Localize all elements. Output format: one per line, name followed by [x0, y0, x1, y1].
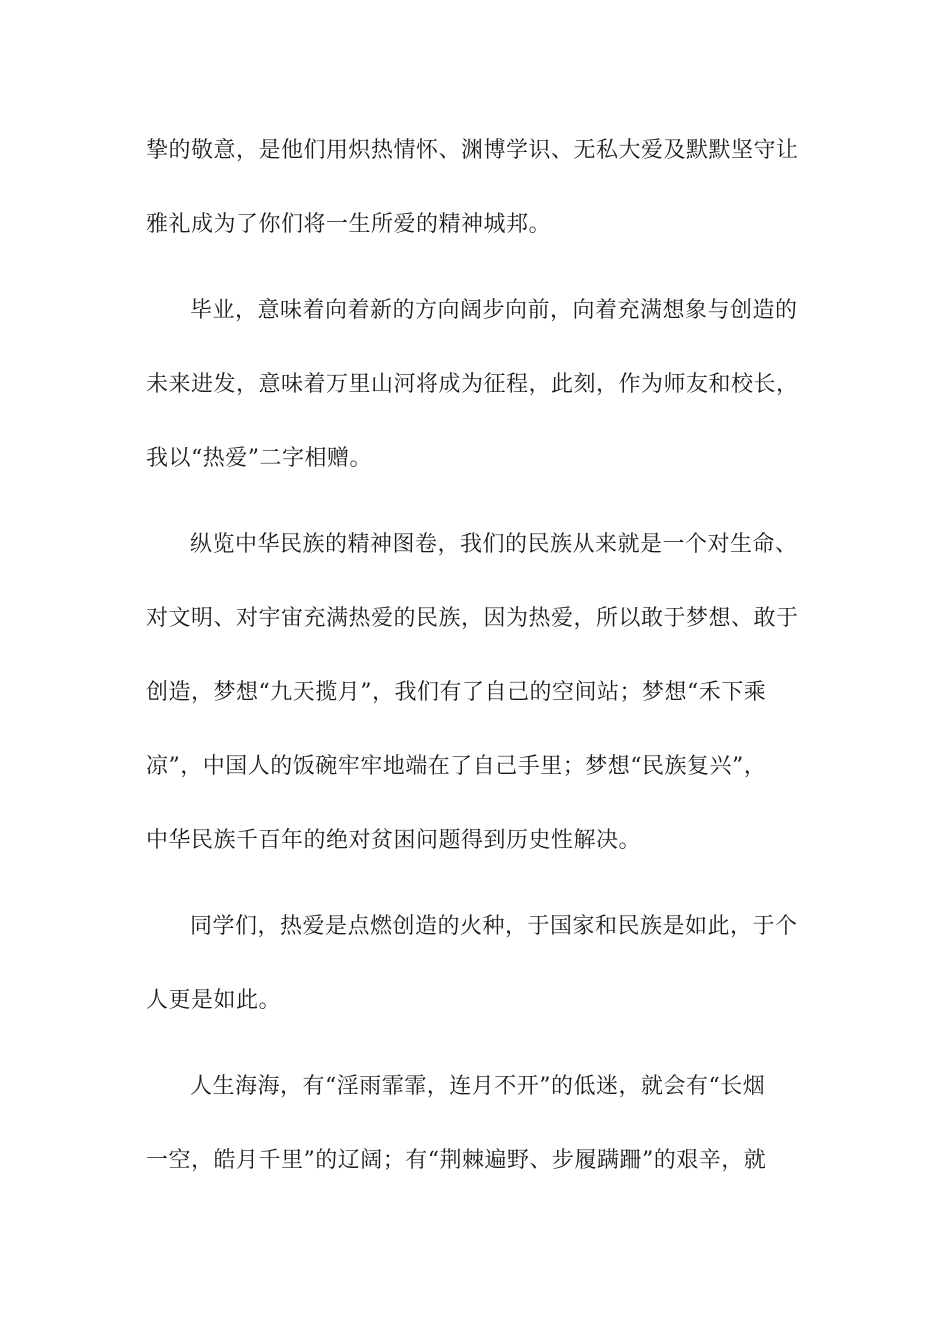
text-line-2: 雅礼成为了你们将一生所爱的精神城邦。	[146, 212, 552, 237]
text-line-9: 凉”，中国人的饭碗牢牢地端在了自己手里；梦想“民族复兴”，	[146, 754, 767, 779]
text-line-6: 纵览中华民族的精神图卷，我们的民族从来就是一个对生命、	[190, 532, 798, 557]
text-line-12: 人更是如此。	[146, 988, 282, 1013]
text-line-5: 我以“热爱”二字相赠。	[146, 446, 372, 471]
text-line-8: 创造，梦想“九天揽月”，我们有了自己的空间站；梦想“禾下乘	[146, 680, 767, 705]
text-line-3: 毕业，意味着向着新的方向阔步向前，向着充满想象与创造的	[190, 298, 798, 323]
text-line-1: 挚的敬意，是他们用炽热情怀、渊博学识、无私大爱及默默坚守让	[146, 138, 799, 163]
text-line-7: 对文明、对宇宙充满热爱的民族，因为热爱，所以敢于梦想、敢于	[146, 606, 799, 631]
text-line-13: 人生海海，有“淫雨霏霏，连月不开”的低迷，就会有“长烟	[190, 1074, 766, 1099]
text-line-4: 未来进发，意味着万里山河将成为征程，此刻，作为师友和校长，	[146, 372, 799, 397]
text-line-14: 一空，皓月千里”的辽阔；有“荆棘遍野、步履蹒跚”的艰辛，就	[146, 1148, 767, 1173]
text-line-10: 中华民族千百年的绝对贫困问题得到历史性解决。	[146, 828, 642, 853]
text-line-11: 同学们，热爱是点燃创造的火种，于国家和民族是如此，于个	[190, 914, 798, 939]
